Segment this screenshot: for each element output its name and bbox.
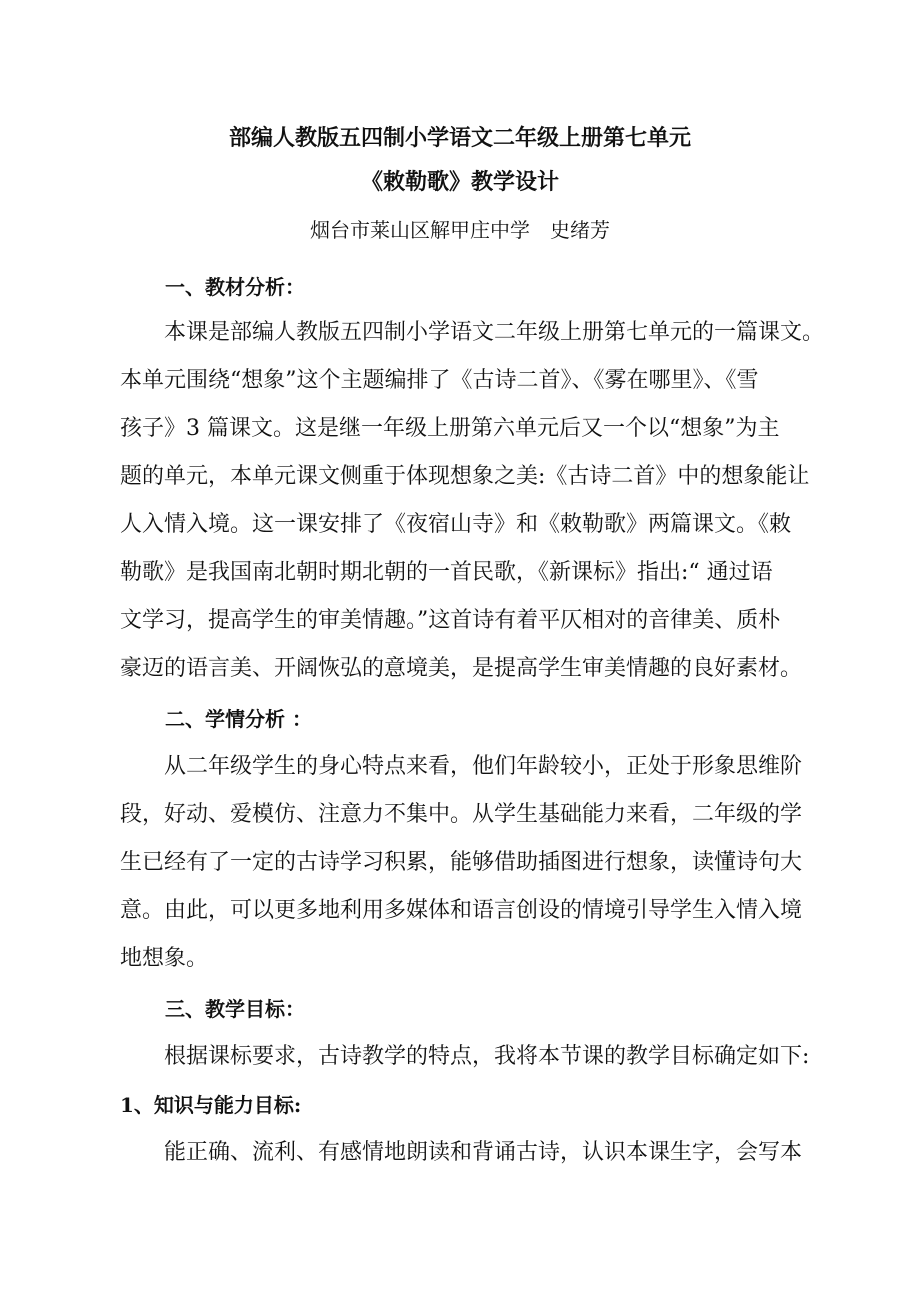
paragraph-line: 段，好动、爱模仿、注意力不集中。从学生基础能力来看，二年级的学 [120,802,803,827]
section-heading-learner-analysis: 二、学情分析 ： [165,707,312,731]
author-line: 烟台市莱山区解甲庄中学 史绪芳 [310,218,610,242]
paragraph-line: 文学习，提高学生的审美情趣。”这首诗有着平仄相对的音律美、质朴 [120,608,781,633]
paragraph-line: 本单元围绕“想象”这个主题编排了《古诗二首》、《雾在哪里》、《雪 [120,368,759,393]
section-heading-textbook-analysis: 一、教材分析： [165,275,305,299]
paragraph-line: 人入情入境。这一课安排了《夜宿山寺》和《敕勒歌》两篇课文。《敕 [120,512,792,537]
paragraph-line: 勒歌》是我国南北朝时期北朝的一首民歌，《新课标》指出:“ 通过语 [120,560,773,585]
paragraph-line: 地想象。 [120,946,209,971]
paragraph-line: 豪迈的语言美、开阔恢弘的意境美，是提高学生审美情趣的良好素材。 [120,656,803,681]
paragraph-line: 题的单元，本单元课文侧重于体现想象之美:《古诗二首》中的想象能让 [120,464,810,489]
paragraph-line: 本课是部编人教版五四制小学语文二年级上册第七单元的一篇课文。 [164,320,825,345]
section-heading-teaching-goals: 三、教学目标： [165,997,305,1021]
document-title-line1: 部编人教版五四制小学语文二年级上册第七单元 [228,126,691,151]
paragraph-line: 生已经有了一定的古诗学习积累，能够借助插图进行想象，读懂诗句大 [120,850,803,875]
paragraph-line: 意。由此，可以更多地利用多媒体和语言创设的情境引导学生入情入境 [120,898,803,923]
paragraph-line: 从二年级学生的身心特点来看，他们年龄较小，正处于形象思维阶 [164,754,803,779]
paragraph-line: 孩子》3 篇课文。这是继一年级上册第六单元后又一个以“想象”为主 [120,416,780,441]
paragraph-line: 能正确、流利、有感情地朗读和背诵古诗，认识本课生字，会写本 [164,1140,803,1165]
paragraph-line: 根据课标要求，古诗教学的特点，我将本节课的教学目标确定如下: [164,1044,810,1069]
document-title-line2: 《敕勒歌》教学设计 [360,170,559,195]
subheading-knowledge-ability-goal: 1、知识与能力目标: [120,1093,302,1117]
